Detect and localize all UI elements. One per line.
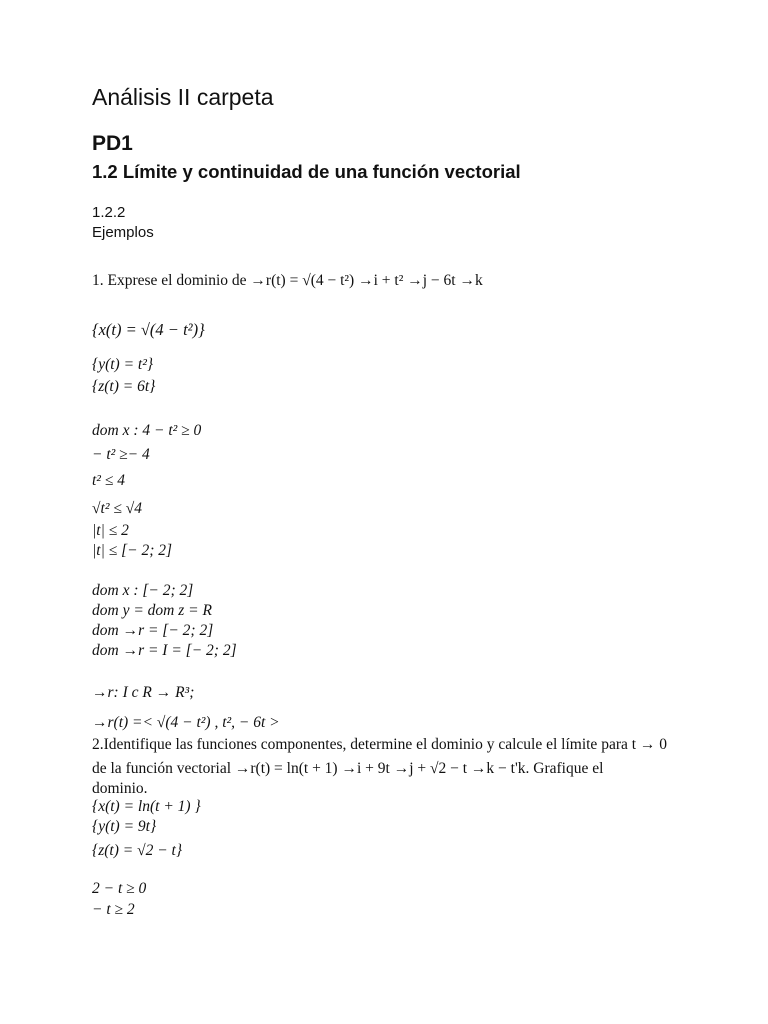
domain-y-z: dom y = dom z = R (92, 602, 212, 619)
section-number: 1.2.2 (92, 204, 126, 221)
domain-x: dom x : [− 2; 2] (92, 582, 194, 599)
domain-r-interval: dom →r = I = [− 2; 2] (92, 642, 237, 659)
domain-step-5: |t| ≤ 2 (92, 522, 129, 539)
heading-pd1: PD1 (92, 132, 133, 155)
document-title: Análisis II carpeta (92, 84, 274, 110)
examples-label: Ejemplos (92, 224, 154, 241)
domain-step-3: t² ≤ 4 (92, 472, 125, 489)
domain-step-2: − t² ≥− 4 (92, 446, 150, 463)
inequality-step-2: − t ≥ 2 (92, 901, 135, 918)
example-2-statement-line-2: de la función vectorial →r(t) = ln(t + 1) →i + 9t →j + √2 − t →k − t'k. Grafique el (92, 760, 604, 777)
domain-step-1: dom x : 4 − t² ≥ 0 (92, 422, 202, 439)
inequality-step-1: 2 − t ≥ 0 (92, 880, 147, 897)
component-y-9t: {y(t) = 9t} (92, 818, 157, 835)
subheading-limit-continuity: 1.2 Límite y continuidad de una función vectorial (92, 161, 521, 182)
component-z: {z(t) = 6t} (92, 378, 156, 395)
example-2-statement-line-1: 2.Identifique las funciones componentes, determine el dominio y calcule el límite para t → 0 (92, 736, 668, 753)
function-vector-form: →r(t) =< √(4 − t²) , t², − 6t > (92, 714, 280, 731)
domain-step-4: √t² ≤ √4 (92, 500, 142, 517)
component-y: {y(t) = t²} (92, 356, 154, 373)
example-2-statement-line-3: dominio. (92, 780, 148, 797)
component-z-sqrt: {z(t) = √2 − t} (92, 842, 183, 859)
function-mapping: →r: I c R → R³; (92, 684, 195, 701)
example-1-statement: 1. Exprese el dominio de →r(t) = √(4 − t²) →i + t² →j − 6t →k (92, 272, 483, 289)
domain-step-6: |t| ≤ [− 2; 2] (92, 542, 173, 559)
component-x-ln: {x(t) = ln(t + 1) } (92, 798, 201, 815)
component-x: {x(t) = √(4 − t²)} (92, 320, 205, 339)
domain-r: dom →r = [− 2; 2] (92, 622, 214, 639)
